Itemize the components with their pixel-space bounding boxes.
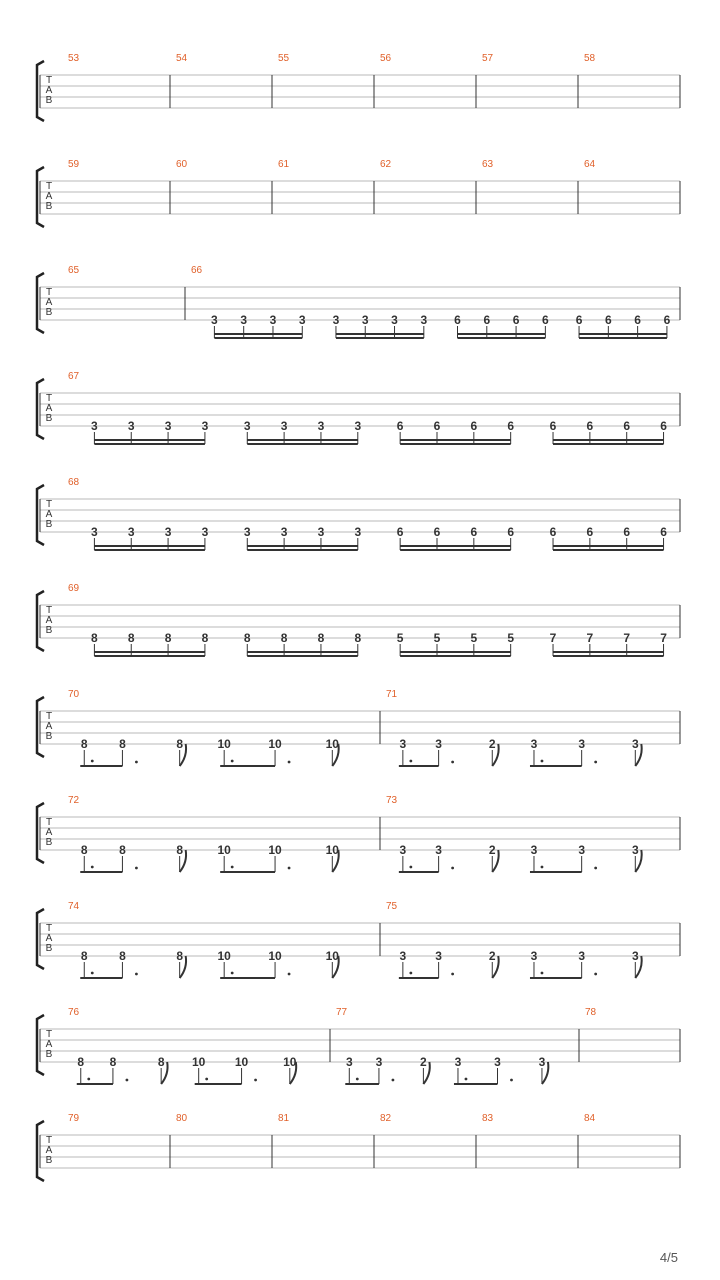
dot: [409, 866, 412, 869]
dot: [91, 760, 94, 763]
tab-clef-letter: A: [45, 191, 53, 202]
tab-clef-letter: A: [45, 509, 53, 520]
fret-number: 7: [586, 631, 594, 645]
fret-number: 6: [586, 525, 594, 539]
measure-number: 77: [336, 1007, 348, 1018]
fret-number: 8: [157, 1055, 165, 1069]
measure-number: 66: [191, 265, 203, 276]
fret-number: 3: [354, 419, 362, 433]
fret-number: 10: [192, 1055, 206, 1069]
tab-clef-letter: B: [45, 943, 53, 954]
fret-number: 6: [507, 525, 515, 539]
fret-number: 6: [483, 313, 491, 327]
fret-number: 8: [354, 631, 362, 645]
fret-number: 8: [119, 737, 126, 751]
fret-number: 8: [109, 1055, 117, 1069]
measure-number: 83: [482, 1113, 494, 1124]
fret-number: 8: [280, 631, 288, 645]
fret-number: 6: [623, 419, 631, 433]
measure-number: 61: [278, 159, 290, 170]
fret-number: 7: [660, 631, 667, 645]
dot: [465, 1078, 468, 1081]
fret-number: 6: [542, 313, 549, 327]
fret-number: 10: [217, 843, 231, 857]
fret-number: 3: [538, 1055, 546, 1069]
dot: [231, 866, 234, 869]
tab-clef-letter: A: [45, 615, 53, 626]
fret-number: 3: [201, 419, 209, 433]
dot: [451, 761, 454, 764]
measure-number: 74: [68, 901, 80, 912]
fret-number: 3: [399, 737, 407, 751]
fret-number: 3: [201, 525, 209, 539]
fret-number: 3: [631, 843, 639, 857]
tab-clef-letter: T: [45, 1029, 53, 1040]
fret-number: 3: [435, 737, 442, 751]
fret-number: 3: [269, 313, 277, 327]
fret-number: 2: [488, 843, 496, 857]
dot: [594, 973, 597, 976]
fret-number: 8: [119, 949, 126, 963]
fret-number: 8: [91, 631, 98, 645]
fret-number: 3: [345, 1055, 353, 1069]
tab-clef-letter: B: [45, 625, 53, 636]
measure-number: 53: [68, 53, 80, 64]
fret-number: 3: [530, 843, 538, 857]
fret-number: 3: [91, 525, 98, 539]
fret-number: 8: [80, 843, 88, 857]
fret-number: 8: [80, 949, 88, 963]
fret-number: 8: [176, 843, 184, 857]
fret-number: 8: [176, 737, 184, 751]
tab-clef-letter: A: [45, 1039, 53, 1050]
measure-number: 69: [68, 583, 80, 594]
tab-clef-letter: B: [45, 731, 53, 742]
tab-clef-letter: B: [45, 413, 53, 424]
tab-system: [37, 901, 680, 978]
tab-clef-letter: T: [45, 923, 53, 934]
fret-number: 5: [507, 631, 515, 645]
tab-system: [37, 583, 680, 656]
measure-number: 75: [386, 901, 398, 912]
fret-number: 8: [80, 737, 88, 751]
fret-number: 8: [243, 631, 251, 645]
fret-number: 10: [268, 843, 282, 857]
fret-number: 2: [420, 1055, 427, 1069]
tab-clef-letter: T: [45, 711, 53, 722]
dot: [409, 972, 412, 975]
fret-number: 3: [530, 949, 538, 963]
tab-clef-letter: A: [45, 403, 53, 414]
fret-number: 10: [325, 737, 339, 751]
measure-number: 58: [584, 53, 596, 64]
fret-number: 10: [325, 949, 339, 963]
fret-number: 6: [549, 419, 557, 433]
fret-number: 10: [268, 737, 282, 751]
tab-system: [37, 477, 680, 550]
fret-number: 3: [435, 949, 442, 963]
dot: [510, 1079, 513, 1082]
page-number: 4/5: [659, 1250, 678, 1265]
tab-clef-letter: B: [45, 95, 53, 106]
tab-system: [37, 1113, 680, 1181]
measure-number: 82: [380, 1113, 392, 1124]
fret-number: 10: [217, 949, 231, 963]
fret-number: 3: [631, 737, 639, 751]
fret-number: 3: [127, 525, 135, 539]
tab-system: [37, 795, 680, 872]
fret-number: 3: [164, 419, 172, 433]
fret-number: 3: [243, 419, 251, 433]
fret-number: 6: [433, 419, 441, 433]
dot: [594, 867, 597, 870]
fret-number: 7: [549, 631, 557, 645]
dot: [254, 1079, 257, 1082]
fret-number: 8: [201, 631, 209, 645]
fret-number: 3: [494, 1055, 501, 1069]
fret-number: 6: [433, 525, 441, 539]
fret-number: 6: [396, 419, 404, 433]
fret-number: 3: [127, 419, 135, 433]
fret-number: 3: [420, 313, 428, 327]
fret-number: 6: [604, 313, 612, 327]
fret-number: 8: [119, 843, 126, 857]
measure-number: 67: [68, 371, 80, 382]
fret-number: 3: [631, 949, 639, 963]
dot: [91, 866, 94, 869]
tab-clef-letter: T: [45, 287, 53, 298]
fret-number: 6: [470, 419, 478, 433]
fret-number: 6: [575, 313, 583, 327]
fret-number: 7: [623, 631, 631, 645]
fret-number: 3: [91, 419, 98, 433]
fret-number: 3: [435, 843, 442, 857]
fret-number: 3: [391, 313, 398, 327]
fret-number: 5: [396, 631, 404, 645]
tab-clef-letter: B: [45, 519, 53, 530]
fret-number: 6: [512, 313, 520, 327]
dot: [126, 1079, 129, 1082]
tab-clef-letter: A: [45, 1145, 53, 1156]
tab-system: [37, 265, 680, 338]
dot: [451, 867, 454, 870]
dot: [288, 761, 291, 764]
fret-number: 5: [470, 631, 478, 645]
dot: [541, 972, 544, 975]
measure-number: 73: [386, 795, 398, 806]
fret-number: 2: [488, 737, 496, 751]
measure-number: 65: [68, 265, 80, 276]
measure-number: 80: [176, 1113, 188, 1124]
measure-number: 79: [68, 1113, 80, 1124]
measure-number: 63: [482, 159, 494, 170]
fret-number: 3: [280, 419, 288, 433]
dot: [135, 761, 138, 764]
measure-number: 78: [585, 1007, 597, 1018]
fret-number: 3: [361, 313, 369, 327]
tab-clef-letter: A: [45, 85, 53, 96]
fret-number: 10: [325, 843, 339, 857]
measure-number: 64: [584, 159, 596, 170]
fret-number: 6: [454, 313, 461, 327]
measure-number: 60: [176, 159, 188, 170]
fret-number: 3: [243, 525, 251, 539]
fret-number: 5: [433, 631, 441, 645]
fret-number: 6: [396, 525, 404, 539]
fret-number: 10: [234, 1055, 249, 1069]
fret-number: 3: [578, 737, 586, 751]
fret-number: 6: [634, 313, 641, 327]
fret-number: 10: [217, 737, 231, 751]
dot: [205, 1078, 208, 1081]
measure-number: 71: [386, 689, 398, 700]
dot: [594, 761, 597, 764]
measure-number: 55: [278, 53, 290, 64]
fret-number: 3: [530, 737, 538, 751]
fret-number: 3: [298, 313, 306, 327]
fret-number: 8: [77, 1055, 85, 1069]
tab-system: [37, 689, 680, 766]
fret-number: 6: [623, 525, 631, 539]
fret-number: 3: [280, 525, 288, 539]
dot: [451, 973, 454, 976]
tab-clef-letter: T: [45, 75, 53, 86]
tab-clef-letter: T: [45, 393, 53, 404]
fret-number: 6: [549, 525, 557, 539]
measure-number: 57: [482, 53, 494, 64]
fret-number: 3: [454, 1055, 462, 1069]
fret-number: 6: [660, 525, 667, 539]
dot: [288, 867, 291, 870]
measure-number: 59: [68, 159, 80, 170]
fret-number: 3: [332, 313, 340, 327]
dot: [87, 1078, 90, 1081]
fret-number: 8: [164, 631, 172, 645]
fret-number: 3: [578, 949, 586, 963]
measure-number: 84: [584, 1113, 596, 1124]
tab-clef-letter: T: [45, 1135, 53, 1146]
tab-clef-letter: T: [45, 817, 53, 828]
dot: [91, 972, 94, 975]
fret-number: 6: [507, 419, 515, 433]
tab-system: [37, 159, 680, 227]
fret-number: 8: [176, 949, 184, 963]
dot: [392, 1079, 395, 1082]
measure-number: 81: [278, 1113, 290, 1124]
measure-number: 56: [380, 53, 392, 64]
tab-system: [37, 371, 680, 444]
measure-number: 62: [380, 159, 392, 170]
tab-clef-letter: T: [45, 605, 53, 616]
dot: [541, 866, 544, 869]
tab-clef-letter: B: [45, 1155, 53, 1166]
tab-clef-letter: B: [45, 201, 53, 212]
fret-number: 3: [399, 949, 407, 963]
fret-number: 3: [240, 313, 248, 327]
fret-number: 3: [399, 843, 407, 857]
dot: [231, 760, 234, 763]
dot: [541, 760, 544, 763]
fret-number: 3: [578, 843, 586, 857]
fret-number: 6: [660, 419, 667, 433]
fret-number: 8: [127, 631, 135, 645]
tab-clef-letter: B: [45, 307, 53, 318]
fret-number: 3: [164, 525, 172, 539]
fret-number: 10: [283, 1055, 297, 1069]
fret-number: 2: [488, 949, 496, 963]
dot: [409, 760, 412, 763]
dot: [288, 973, 291, 976]
dot: [356, 1078, 359, 1081]
tab-clef-letter: A: [45, 827, 53, 838]
dot: [135, 867, 138, 870]
tab-clef-letter: T: [45, 499, 53, 510]
fret-number: 6: [470, 525, 478, 539]
tab-system: [37, 1007, 680, 1084]
dot: [135, 973, 138, 976]
fret-number: 3: [375, 1055, 383, 1069]
tab-clef-letter: A: [45, 721, 53, 732]
measure-number: 54: [176, 53, 188, 64]
fret-number: 6: [663, 313, 671, 327]
fret-number: 6: [586, 419, 594, 433]
fret-number: 3: [354, 525, 362, 539]
measure-number: 72: [68, 795, 80, 806]
tab-clef-letter: T: [45, 181, 53, 192]
fret-number: 3: [317, 419, 325, 433]
measure-number: 76: [68, 1007, 80, 1018]
dot: [231, 972, 234, 975]
fret-number: 3: [317, 525, 325, 539]
fret-number: 3: [211, 313, 218, 327]
fret-number: 10: [268, 949, 282, 963]
tab-clef-letter: A: [45, 297, 53, 308]
tab-clef-letter: B: [45, 837, 53, 848]
tab-clef-letter: B: [45, 1049, 53, 1060]
tab-clef-letter: A: [45, 933, 53, 944]
fret-number: 8: [317, 631, 325, 645]
tab-system: [37, 53, 680, 121]
measure-number: 68: [68, 477, 80, 488]
measure-number: 70: [68, 689, 80, 700]
